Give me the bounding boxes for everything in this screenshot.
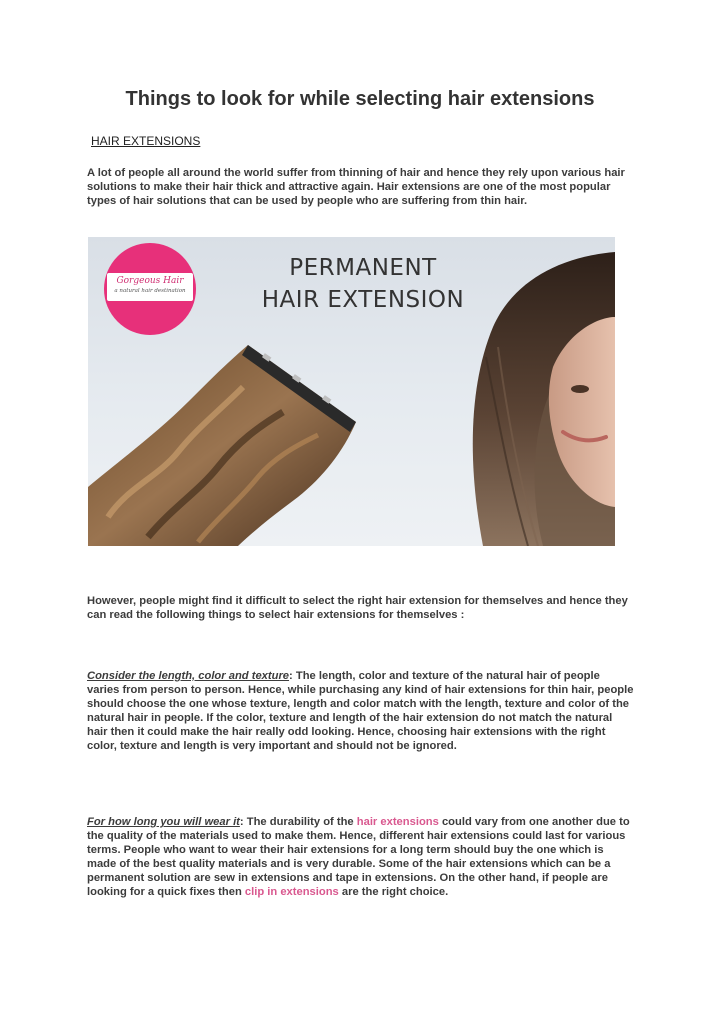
hero-headline-line1: PERMANENT — [289, 255, 437, 281]
section-heading: Consider the length, color and texture — [87, 670, 290, 682]
category-link[interactable]: HAIR EXTENSIONS — [91, 134, 201, 148]
section-body: The length, color and texture of the natural hair of people varies from person to person. Hence, while purchasing any kind of hair extensions for thin hair, people should choose the one whose texture, length and color match with the length, texture and color of the natural hair in people. If the color, texture and length of the hair extension do not match the natural hair then it could make the hair really odd looking. Hence, choosing hair extensions with the right color, texture and length is very important and should not be ignored. — [87, 670, 634, 752]
brand-logo-tagline: a natural hair destination — [114, 288, 186, 294]
section-heading: For how long you will wear it — [87, 816, 240, 828]
brand-logo — [104, 243, 196, 335]
section-body-mid: could vary from one another due to the quality of the materials used to make them. Hence, different hair extensions could last for various terms. People who want to wear their hair extensions for a long term should buy the one which is made of the best quality materials and is very durable. Some of the hair extensions which can be a permanent solution are sew in extensions and tape in extensions. On the other hand, if people are looking for a quick fixes then — [87, 816, 630, 898]
hair-extensions-link[interactable]: hair extensions — [356, 816, 439, 828]
section-separator: : — [289, 670, 293, 682]
hero-headline-line2: HAIR EXTENSION — [261, 287, 465, 313]
section-length-color-texture — [87, 669, 635, 753]
section-duration — [87, 815, 635, 899]
transition-paragraph: However, people might find it difficult to select the right hair extension for themselves and hence they can read the following things to select hair extensions for themselves : — [87, 595, 628, 621]
section-body-start: The durability of the — [243, 816, 357, 828]
section-body-end: are the right choice. — [338, 886, 449, 898]
hero-image — [88, 237, 615, 546]
brand-logo-name: Gorgeous Hair — [116, 276, 184, 286]
page-title: Things to look for while selecting hair extensions — [125, 88, 595, 110]
section-separator: : — [239, 816, 244, 828]
brand-logo-label — [107, 273, 193, 301]
intro-paragraph: A lot of people all around the world suffer from thinning of hair and hence they rely upon various hair solutions to make their hair thick and attractive again. Hair extensions are one of the most popular types of hair solutions that can be used by people who are suffering from thin hair. — [87, 167, 625, 207]
clip-in-extensions-link[interactable]: clip in extensions — [244, 886, 339, 898]
